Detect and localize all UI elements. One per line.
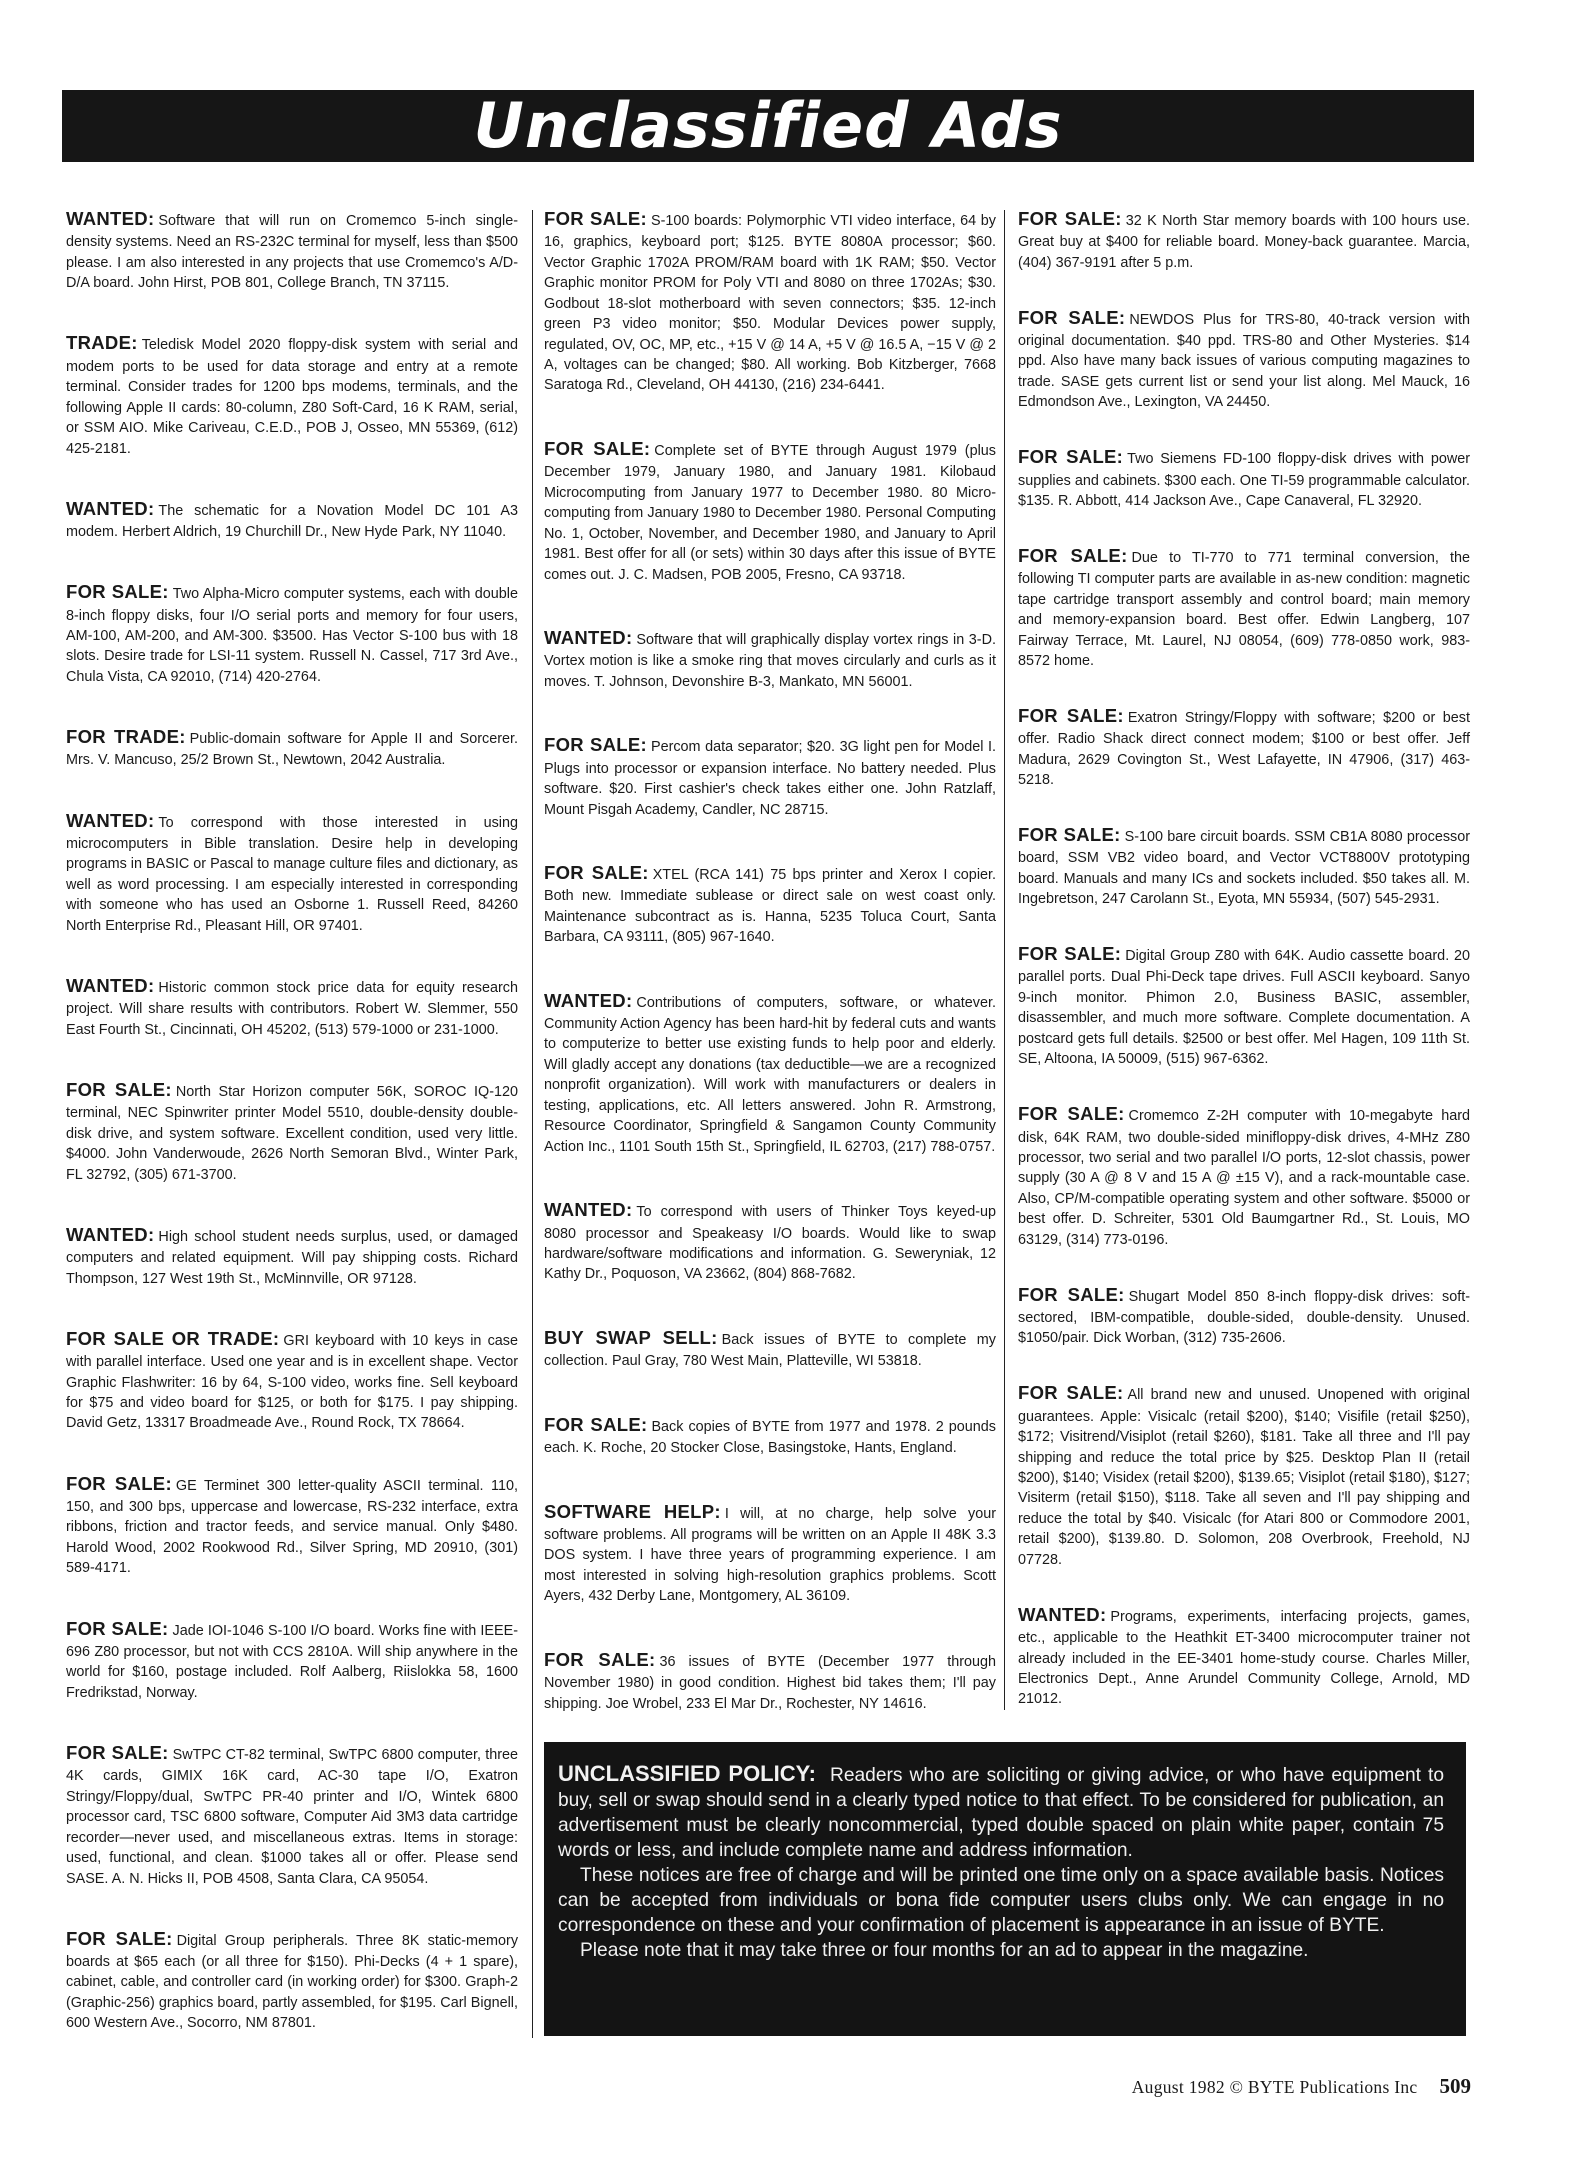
ad-text: Programs, experiments, interfacing projects, games, etc., applicable to the Heathkit ET-3400 microcomputer trainer not already included in the EE-3401 home-study course. Charles Miller, Electronics Dept., Anne Arundel Community College, Arnold, MD 21012. [1018,1608,1470,1708]
column-divider [532,210,533,2038]
ad-text: Exatron Stringy/Floppy with software; $200 or best offer. Radio Shack direct connect modem; $100 or best offer. Jeff Madura, 2629 Covington St., West Lafayette, IN 47906, (317) 463-5218. [1018,709,1470,789]
page-number: 509 [1439,2074,1471,2098]
classified-ad [1018,941,1470,1070]
classified-ad [66,496,518,543]
ad-label: FOR SALE: [1018,1382,1124,1404]
classified-ad [66,579,518,687]
ad-text: Public-domain software for Apple II and Sorcerer. Mrs. V. Mancuso, 25/2 Brown St., Newtown, 2042 Australia. [66,731,518,769]
classified-ad [66,1616,518,1704]
ad-label: SOFTWARE HELP: [544,1500,721,1522]
policy-title: UNCLASSIFIED POLICY: [558,1761,816,1786]
ad-text: Due to TI-770 to 771 terminal conversion, the following TI computer parts are available in as-new condition: magnetic tape cartridge transport assembly and control board; main memory and memory-expansion board. Best offer. Edwin Langberg, 107 Fairway Terrace, Mt. Laurel, NJ 08054, (609) 778-0850 work, 983-8572 home. [1018,549,1470,669]
classified-ad [1018,444,1470,511]
ad-label: FOR SALE: [1018,1283,1125,1305]
ad-label: FOR SALE: [1018,824,1121,846]
classified-ad [66,724,518,771]
ad-text: Software that will graphically display vortex rings in 3-D. Vortex motion is like a smoke ring that moves circularly and curls as it moves. T. Johnson, Devonshire B-3, Mankato, MN 56001. [544,632,996,690]
ad-text: Teledisk Model 2020 floppy-disk system with serial and modem ports to be used for data storage and entry at a remote terminal. Consider trades for 1200 bps modems, terminals, and the following Apple II cards: 80-column, Z80 Soft-Card, 16 K RAM, serial, or SSM AIO. Mike Cariveau, C.E.D., POB J, Osseo, MN 55369, (612) 425-2181. [66,337,518,457]
ad-text: S-100 bare circuit boards. SSM CB1A 8080 processor board, SSM VB2 video board, and Vector VCT8800V prototyping board. Manuals and many ICs and sockets included. $50 takes all. M. Ingebretson, 247 Carolann St., Eyota, MN 55934, (507) 545-2931. [1018,829,1471,908]
classified-ad [66,330,518,459]
ad-text: XTEL (RCA 141) 75 bps printer and Xerox I copier. Both new. Immediate sublease or direct sale on west coast only. Maintenance subcontract as is. Hanna, 5235 Toluca Court, Santa Barbara, CA 93111, (805) 967-1640. [544,867,997,946]
ad-text: Cromemco Z-2H computer with 10-megabyte hard disk, 64K RAM, two double-sided minifloppy-disk drives, 4-MHz Z80 processor, two serial and two parallel I/O ports, 12-slot chassis, power supply (30 A @ 8 V and 15 A @ ±15 V), and a rack-mountable case. Also, CP/M-compatible operating system and other software. $5000 or best offer. D. Schreiter, 5301 Old Baumgartner Rd., St. Louis, MO 63129, (314) 773-0196. [1018,1108,1471,1248]
ad-text: GRI keyboard with 10 keys in case with parallel interface. Used one year and is in excellent shape. Vector Graphic Flashwriter: 16 by 64, S-100 video, works fine. Sell keyboard for $75 and video board for $125, or both for $175. I pay shipping. David Getz, 13317 Broadmeade Ave., Round Rock, TX 78664. [66,1332,518,1432]
classified-ad [1018,1602,1470,1710]
ad-label: FOR SALE: [544,734,647,756]
ad-label: WANTED: [544,627,633,649]
classified-ad [1018,703,1470,791]
classified-ad [544,1325,996,1372]
ad-text: Two Alpha-Micro computer systems, each with double 8-inch floppy disks, four I/O serial ports and memory for four users, AM-100, AM-200, and AM-300. $3500. Has Vector S-100 bus with 18 slots. Desire trade for LSI-11 system. Russell N. Cassel, 717 3rd Ave., Chula Vista, CA 92010, (714) 420-2764. [66,586,518,685]
ad-text: All brand new and unused. Unopened with original guarantees. Apple: Visicalc (retail $200), $140; Visifile (retail $250), $172; Visitrend/Visiplot (retail $260), $181. Take all three and I'll pay shipping and reduce the total price by $25. Desktop Plan II (retail $200), $140; Visidex (retail $200), $139.65; Visiplot (retail $180), $127; Visiterm (retail $150), $118. Take all seven and I'll pay shipping and reduce the total by $40. Visicalc (for Atari 800 or Commodore 2001, retail $200), $139.80. D. Solomon, 208 Overbrook, Freehold, NJ 07728. [1018,1387,1471,1568]
ad-label: FOR SALE: [66,1927,173,1949]
classified-ad [544,625,996,692]
ad-label: TRADE: [66,332,138,354]
policy-paragraph [558,1760,1444,1864]
ad-label: FOR SALE: [544,437,651,459]
ad-text: Historic common stock price data for equity research project. Will share results with contributors. Robert W. Slemmer, 550 East Fourth St., Cincinnati, OH 45202, (513) 579-1000 or 231-1000. [66,979,518,1038]
ad-label: FOR SALE: [66,1078,172,1100]
classified-ad [544,1412,996,1459]
ad-label: WANTED: [544,1199,633,1221]
ad-text: Digital Group peripherals. Three 8K static-memory boards at $65 each (or all three for $150). Phi-Decks (4 + 1 spare), cabinet, cable, and controller card (in working order) for $300. Graph-2 (Graphic-256) graphics board, partly assembled, for $195. Carl Bignell, 600 Western Ave., Socorro, NM 87801. [66,1932,519,2032]
classified-ad [66,206,518,294]
ad-text: The schematic for a Novation Model DC 101 A3 modem. Herbert Aldrich, 19 Churchill Dr., New Hyde Park, NY 11040. [66,502,518,541]
ad-label: WANTED: [66,974,155,996]
classified-ad [544,436,996,585]
classified-ad [1018,1101,1470,1250]
column-divider [1004,210,1005,1710]
ad-label: FOR SALE: [544,1413,648,1435]
ad-label: WANTED: [544,989,633,1011]
ad-label: FOR SALE: [66,1617,169,1639]
ad-label: FOR SALE: [544,862,649,884]
ad-label: BUY SWAP SELL: [544,1327,718,1349]
unclassified-policy-box [544,1742,1466,2036]
classified-ad [66,808,518,937]
policy-paragraph: Please note that it may take three or four months for an ad to appear in the magazine. [580,1939,1309,1961]
ad-text: To correspond with those interested in using microcomputers in Bible translation. Desire help in developing programs in BASIC or Pascal to manage culture files and dictionary, as well as word processing. I am especially interested in corresponding with someone who has used an Osborne 1. Russell Reed, 84260 North Enterprise Rd., Pleasant Hill, OR 97401. [66,814,518,934]
classified-ad [66,1222,518,1289]
ad-label: WANTED: [66,809,155,831]
classified-ad [544,732,996,820]
classified-ad [66,1926,518,2034]
classified-ad [544,860,996,948]
ad-label: WANTED: [66,497,155,519]
classified-ad [1018,543,1470,672]
classified-ad [1018,1282,1470,1349]
page-footer [1132,2074,1471,2099]
classified-ad [544,1647,996,1714]
ad-text: S-100 boards: Polymorphic VTI video interface, 64 by 16, graphics, keyboard port; $125. BYTE 8080A processor; $60. Vector Graphic 1702A PROM/RAM board with 1K RAM; $50. Vector Graphic monitor PROM for Poly VTI and 8080 on three 1702As; $30. Godbout 18-slot motherboard with seven connectors; $35. 12-inch green P3 video monitor; $50. Modular Devices power supply, regulated, OV, OC, MP, etc., +15 V @ 14 A, +5 V @ 16.5 A, −15 V @ 2 A, voltages can be changed; $80. All working. Bob Kitzberger, 7668 Saratoga Rd., Cleveland, OH 44130, (216) 234-6441. [544,213,996,394]
classified-ad [544,1197,996,1285]
ad-label: FOR SALE: [1018,446,1124,468]
ad-text: NEWDOS Plus for TRS-80, 40-track version with original documentation. $40 ppd. TRS-80 and Other Mysteries. $14 ppd. Also have many back issues of various computing magazines to trade. SASE gets current list or send your list along. Mel Mauck, 16 Edmondson Ave., Lexington, VA 24450. [1018,311,1470,411]
ad-text: Contributions of computers, software, or whatever. Community Action Agency has been hard-hit by federal cuts and wants to computerize to better use existing funds to help poor and elderly. Will gladly accept any donations (tax deductible—we are a recognized nonprofit organization). Will work with manufacturers or dealers in testing, applications, etc. All letters answered. John R. Armstrong, Resource Coordinator, Springfield & Sangamon County Community Action Inc., 1101 South 15th St., Springfield, IL 62703, (217) 788-0757. [544,994,996,1155]
classified-ad [66,1740,518,1889]
classified-ad [1018,822,1470,910]
ad-text: I will, at no charge, help solve your software problems. All programs will be written on an Apple II 48K 3.3 DOS system. I have three years of programming experience. I am most interested in solving high-resolution graphics problems. Scott Ayers, 432 Derby Lane, Montgomery, AL 36109. [544,1505,996,1605]
ad-label: FOR SALE: [66,1472,172,1494]
classified-ad [66,1471,518,1579]
classified-ad [544,1499,996,1607]
ad-column-3 [1018,206,1470,1710]
ad-label: FOR SALE: [1018,704,1124,726]
page-title: Unclassified Ads [473,89,1063,162]
ad-column-1 [66,206,518,2034]
ad-label: FOR SALE: [1018,544,1128,566]
ad-label: FOR SALE: [544,208,647,229]
ad-label: FOR SALE: [1018,306,1126,328]
ad-text: Back issues of BYTE to complete my collection. Paul Gray, 780 West Main, Platteville, WI 53818. [544,1332,996,1370]
classified-ad [544,206,996,396]
ad-text: Back copies of BYTE from 1977 and 1978. 2 pounds each. K. Roche, 20 Stocker Close, Basingstoke, Hants, England. [544,1418,996,1457]
ad-label: FOR SALE: [1018,208,1122,229]
page-banner [62,90,1474,162]
classified-ad [66,1077,518,1185]
ad-label: FOR SALE OR TRADE: [66,1327,280,1349]
classified-ad [1018,305,1470,413]
classified-ad [544,988,996,1157]
ad-text: To correspond with users of Thinker Toys keyed-up 8080 processor and Speakeasy I/O boards. Would like to swap hardware/software modifications and information. G. Seweryniak, 12 Kathy Dr., Poquoson, VA 23662, (804) 868-7682. [544,1204,996,1283]
policy-paragraph: These notices are free of charge and will be printed one time only on a space available basis. Notices can be accepted from individuals or bona fide computer users clubs only. We can engage in no correspondence on these and your confirmation of placement is appearance in an issue of BYTE. [558,1864,1444,1936]
ad-label: FOR SALE: [1018,1103,1125,1125]
ad-text: Complete set of BYTE through August 1979 (plus December 1979, January 1980, and January 1981. Kilobaud Microcomputing from January 1977 to December 1980. 80 Micro-computing from January 1980 to December 1980. Personal Computing No. 1, October, November, and December 1980, and January to April 1981. Best offer for all (or sets) within 30 days after this issue of BYTE comes out. J. C. Madsen, POB 2005, Fresno, CA 93718. [544,442,996,583]
ad-text: Jade IOI-1046 S-100 I/O board. Works fine with IEEE-696 Z80 processor, but not with CCS 2810A. Will ship anywhere in the world for $160, postage included. Rolf Aalberg, Riislokka 58, 1600 Fredrikstad, Norway. [66,1622,519,1701]
classified-ad [1018,206,1470,273]
ad-label: FOR SALE: [1018,943,1122,965]
ad-label: FOR SALE: [66,581,169,603]
classified-ad [66,973,518,1040]
publication-credit: August 1982 © BYTE Publications Inc [1131,2077,1418,2097]
ad-text: GE Terminet 300 letter-quality ASCII terminal. 110, 150, and 300 bps, uppercase and lowercase, RS-232 interface, extra ribbons, friction and tractor feeds, and service manual. Only $480. Harold Wood, 2002 Rookwood Rd., Silver Spring, MD 20910, (301) 589-4171. [66,1477,518,1577]
ad-text: Percom data separator; $20. 3G light pen for Model I. Plugs into processor or expansion interface. No battery needed. Plus software. $20. First cashier's check takes either one. John Ratzlaff, Mount Pisgah Academy, Candler, NC 28715. [544,739,997,818]
classified-ad [1018,1380,1470,1570]
classified-ad [66,1326,518,1434]
ad-text: North Star Horizon computer 56K, SOROC IQ-120 terminal, NEC Spinwriter printer Model 5510, double-density double-disk drive, and system software. Excellent condition, used very little. $4000. John Vanderwoude, 2626 North Semoran Blvd., Winter Park, FL 32792, (305) 671-3700. [66,1083,519,1183]
ad-text: Shugart Model 850 8-inch floppy-disk drives: soft-sectored, IBM-compatible, double-sided, double-density. Unused. $1050/pair. Dick Worban, (312) 735-2606. [1018,1288,1471,1347]
ad-text: Digital Group Z80 with 64K. Audio cassette board. 20 parallel ports. Dual Phi-Deck tape drives. Full ASCII keyboard. Sanyo 9-inch monitor. Phimon 2.0, Business BASIC, assembler, disassembler, and much more software. Complete documentation. A postcard gets full details. $2500 or best offer. Mel Hagen, 109 11th St. SE, Altoona, IA 50009, (515) 967-6362. [1018,948,1470,1068]
ad-label: FOR SALE: [66,1741,169,1763]
ad-text: Two Siemens FD-100 floppy-disk drives with power supplies and cabinets. $300 each. One TI-59 programmable calculator. $135. R. Abbott, 414 Jackson Ave., Cape Canaveral, FL 32920. [1018,451,1471,509]
ad-label: WANTED: [66,208,155,229]
ad-text: 32 K North Star memory boards with 100 hours use. Great buy at $400 for reliable board. Money-back guarantee. Marcia, (404) 367-9191 after 5 p.m. [1018,213,1470,271]
ad-text: Software that will run on Cromemco 5-inch single-density systems. Need an RS-232C terminal for myself, less than $500 please. I am also interested in any projects that use Cromemco's A/D-D/A board. John Hirst, POB 801, College Branch, TN 37115. [66,213,518,292]
ad-label: WANTED: [1018,1603,1107,1625]
ad-text: 36 issues of BYTE (December 1977 through November 1980) in good condition. Highest bid takes them; I'll pay shipping. Joe Wrobel, 233 El Mar Dr., Rochester, NY 14616. [544,1653,997,1712]
ad-label: FOR SALE: [544,1648,656,1670]
ad-column-2 [544,206,996,1714]
ad-label: WANTED: [66,1223,155,1245]
ad-text: SwTPC CT-82 terminal, SwTPC 6800 computer, three 4K cards, GIMIX 16K card, AC-30 tape I/O, Exatron Stringy/Floppy/dual, SwTPC PR-40 printer and I/O, Wintek 6800 processor card, TSC 6800 software, Computer Aid 3M3 data cartridge recorder—never used, and miscellaneous extras. Items in storage: used, functional, and clean. $1000 takes all or offer. Please send SASE. A. N. Hicks II, POB 4508, Santa Clara, CA 95054. [66,1746,519,1887]
ad-label: FOR TRADE: [66,726,186,748]
policy-text: Readers who are soliciting or giving advice, or who have equipment to buy, sell or swap should send in a clearly typed notice to that effect. To be considered for publication, an advertisement must be clearly noncommercial, typed double spaced on plain white paper, contain 75 words or less, and include complete name and address information. [558,1765,1445,1861]
ad-text: High school student needs surplus, used, or damaged computers and related equipment. Will pay shipping costs. Richard Thompson, 127 West 19th St., McMinnville, OR 97128. [66,1228,518,1287]
